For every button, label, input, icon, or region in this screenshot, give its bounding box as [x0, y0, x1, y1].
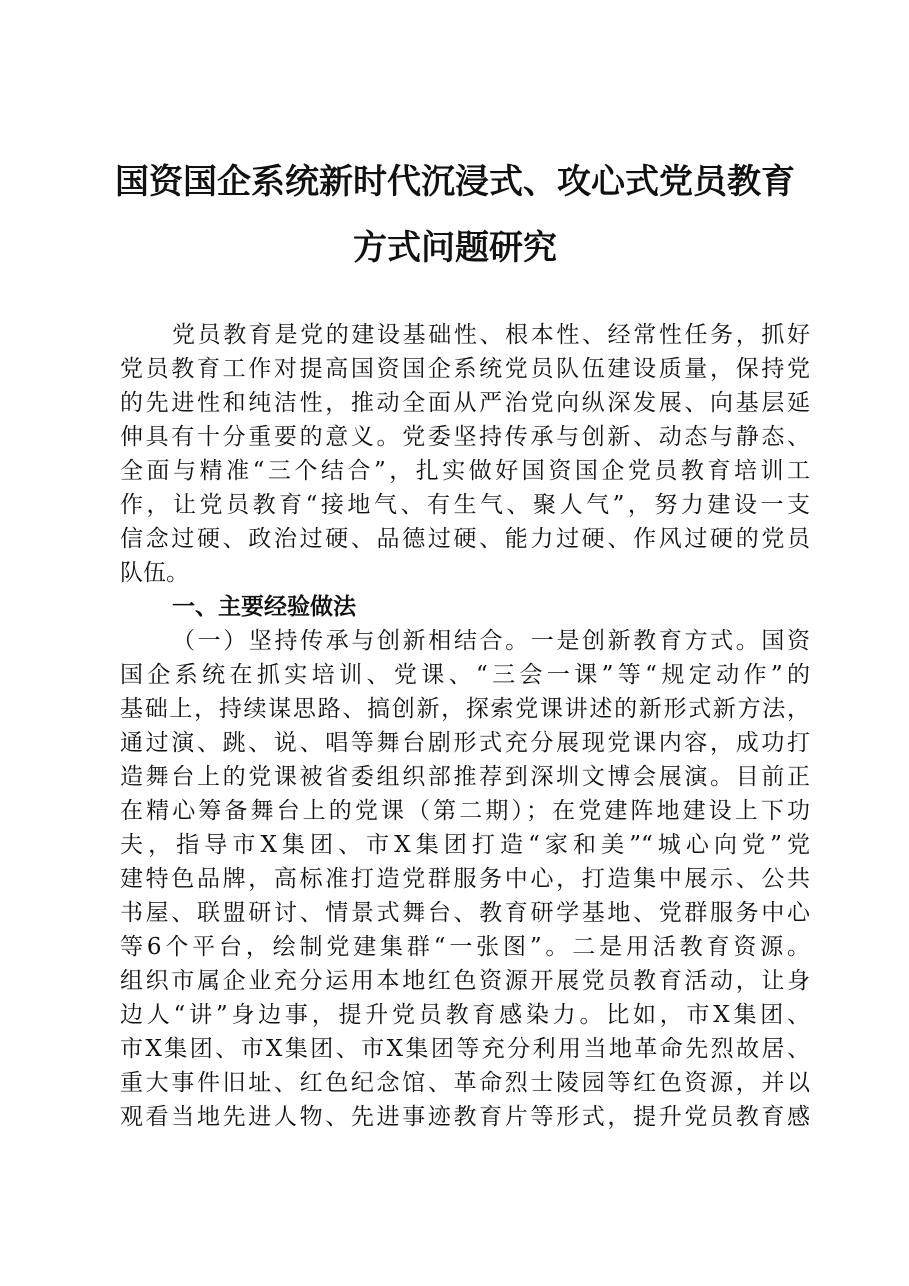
- section-heading: 一、主要经验做法: [172, 594, 356, 620]
- intro-paragraph-line: 党员教育工作对提高国资国企系统党员队伍建设质量，保持党: [120, 356, 810, 382]
- section-paragraph-line: 组织市属企业充分运用本地红色资源开展党员教育活动，让身: [120, 968, 810, 994]
- section-paragraph-line: （一）坚持传承与创新相结合。一是创新教育方式。国资: [172, 628, 810, 654]
- section-paragraph-line: 夫，指导市X集团、市X集团打造“家和美”“城心向党”党: [120, 832, 810, 858]
- section-paragraph-line: 重大事件旧址、红色纪念馆、革命烈士陵园等红色资源，并以: [120, 1070, 810, 1096]
- intro-paragraph-line: 全面与精准“三个结合”，扎实做好国资国企党员教育培训工: [120, 458, 810, 484]
- document-title-line-1: 国资国企系统新时代沉浸式、攻心式党员教育: [115, 162, 795, 202]
- section-paragraph-line: 基础上，持续谋思路、搞创新，探索党课讲述的新形式新方法，: [120, 696, 810, 722]
- section-paragraph-line: 书屋、联盟研讨、情景式舞台、教育研学基地、党群服务中心: [120, 900, 810, 926]
- section-paragraph-line: 国企系统在抓实培训、党课、“三会一课”等“规定动作”的: [120, 662, 810, 688]
- section-paragraph-line: 边人“讲”身边事，提升党员教育感染力。比如，市X集团、: [120, 1002, 810, 1028]
- intro-paragraph-line: 伸具有十分重要的意义。党委坚持传承与创新、动态与静态、: [120, 424, 810, 450]
- section-paragraph-line: 等6个平台，绘制党建集群“一张图”。二是用活教育资源。: [120, 934, 810, 960]
- section-paragraph-line: 在精心筹备舞台上的党课（第二期）；在党建阵地建设上下功: [120, 798, 810, 824]
- section-paragraph-line: 造舞台上的党课被省委组织部推荐到深圳文博会展演。目前正: [120, 764, 810, 790]
- intro-paragraph-line: 党员教育是党的建设基础性、根本性、经常性任务，抓好: [172, 322, 810, 348]
- intro-paragraph-line: 作，让党员教育“接地气、有生气、聚人气”，努力建设一支: [120, 492, 810, 518]
- intro-paragraph-line: 队伍。: [120, 560, 189, 586]
- document-title-line-2: 方式问题研究: [353, 228, 557, 268]
- section-paragraph-line: 通过演、跳、说、唱等舞台剧形式充分展现党课内容，成功打: [120, 730, 810, 756]
- section-paragraph-line: 市X集团、市X集团、市X集团等充分利用当地革命先烈故居、: [120, 1036, 810, 1062]
- intro-paragraph-line: 的先进性和纯洁性，推动全面从严治党向纵深发展、向基层延: [120, 390, 810, 416]
- intro-paragraph-line: 信念过硬、政治过硬、品德过硬、能力过硬、作风过硬的党员: [120, 526, 810, 552]
- section-paragraph-line: 建特色品牌，高标准打造党群服务中心，打造集中展示、公共: [120, 866, 810, 892]
- section-paragraph-line: 观看当地先进人物、先进事迹教育片等形式，提升党员教育感: [120, 1104, 810, 1130]
